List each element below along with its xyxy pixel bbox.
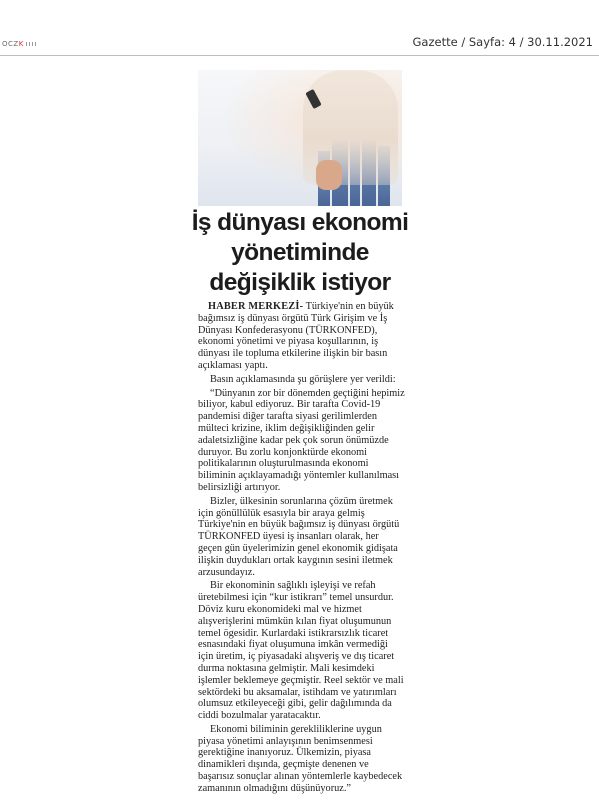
article-paragraph [198,301,405,372]
header-divider [0,55,599,56]
article-photo [198,70,402,206]
byline: HABER MERKEZİ- [208,301,304,312]
logo-dots-icon [26,42,38,46]
headline-line: değişiklik istiyor [209,269,391,296]
article-paragraph: Bizler, ülkesinin sorunlarına çözüm üretmek için gönüllülük esasıyla bir araya gelmiş Türkiye'nin en büyük bağımsız iş dünyası örgütü TÜRKONFED üyesi iş insanları olarak, her geçen gün üyelerimizin genel ekonomik gidişata ilişkin duydukları ortak kaygının sesini iletmek arzusundayız. [198,495,400,578]
paragraph-text: Türkiye'nin en büyük bağımsız iş dünyası örgütü Türk Girişim ve İş Dünyası Konfederasyonu (TÜRKONFED), ekonomi yönetimi ve piyasa koşullarının, iş dünyası ile topluma etkilerine ilişkin bir basın açıklaması yaptı. [198,301,394,371]
logo-text: OCZ [2,40,19,48]
headline-line: İş dünyası ekonomi [191,209,409,236]
source-line: Gazette / Sayfa: 4 / 30.11.2021 [412,35,593,49]
article-paragraph: Ekonomi biliminin gerekliliklerine uygun piyasa yönetimi anlayışının benimsenmesi gerektiğine inanıyoruz. Ülkemizin, piyasa dinamikleri dışında, geçmişte denenen ve başarısız sonuçlar alınan yöntemlerle kaybedecek zamanının olmadığını düşünüyoruz.” [198,723,403,794]
article-body [198,301,405,797]
logo-accent: K [18,40,24,48]
brand-logo [2,40,38,48]
article-paragraph: “Dünyanın zor bir dönemden geçtiğini hepimiz biliyor, kabul ediyoruz. Bir tarafta Covid-19 pandemisi diğer tarafta siyasi gerilimlerden mülteci krizine, iklim değişikliğinden gelir adaletsizliğine kadar pek çok sorun önümüzde duruyor. Bu zorlu konjonktürde ekonomi politikalarının oluşturulmasında ekonomi biliminin açıklayamadığı yöntemler kullanılması belirsizliği artırıyor. [198,387,405,493]
page-header [0,0,599,58]
article-headline [170,208,430,298]
headline-line: yönetiminde [231,239,369,266]
article-paragraph: Bir ekonominin sağlıklı işleyişi ve refah üretebilmesi için “kur istikrarı” temel unsurdur. Döviz kuru ekonomideki mal ve hizmet alışverişlerini mümkün kılan fiyat oluşumunun temel ögesidir. Kurlardaki istikrarsızlık ticaret esnasındaki fiyat oluşumuna imkân vermediği için üretim, iç piyasadaki alışveriş ve dış ticaret durma noktasına gelmiştir. Mali kesimdeki işlemler beklemeye geçmiştir. Reel sektör ve mali sektördeki bu aksamalar, istihdam ve yatırımları olumsuz etkileyeceği gibi, gelir dağılımında da ciddi bozulmalar yaratacaktır. [198,580,404,722]
article-paragraph: Basın açıklamasında şu görüşlere yer verildi: [210,373,396,385]
hand-shape [316,160,342,190]
